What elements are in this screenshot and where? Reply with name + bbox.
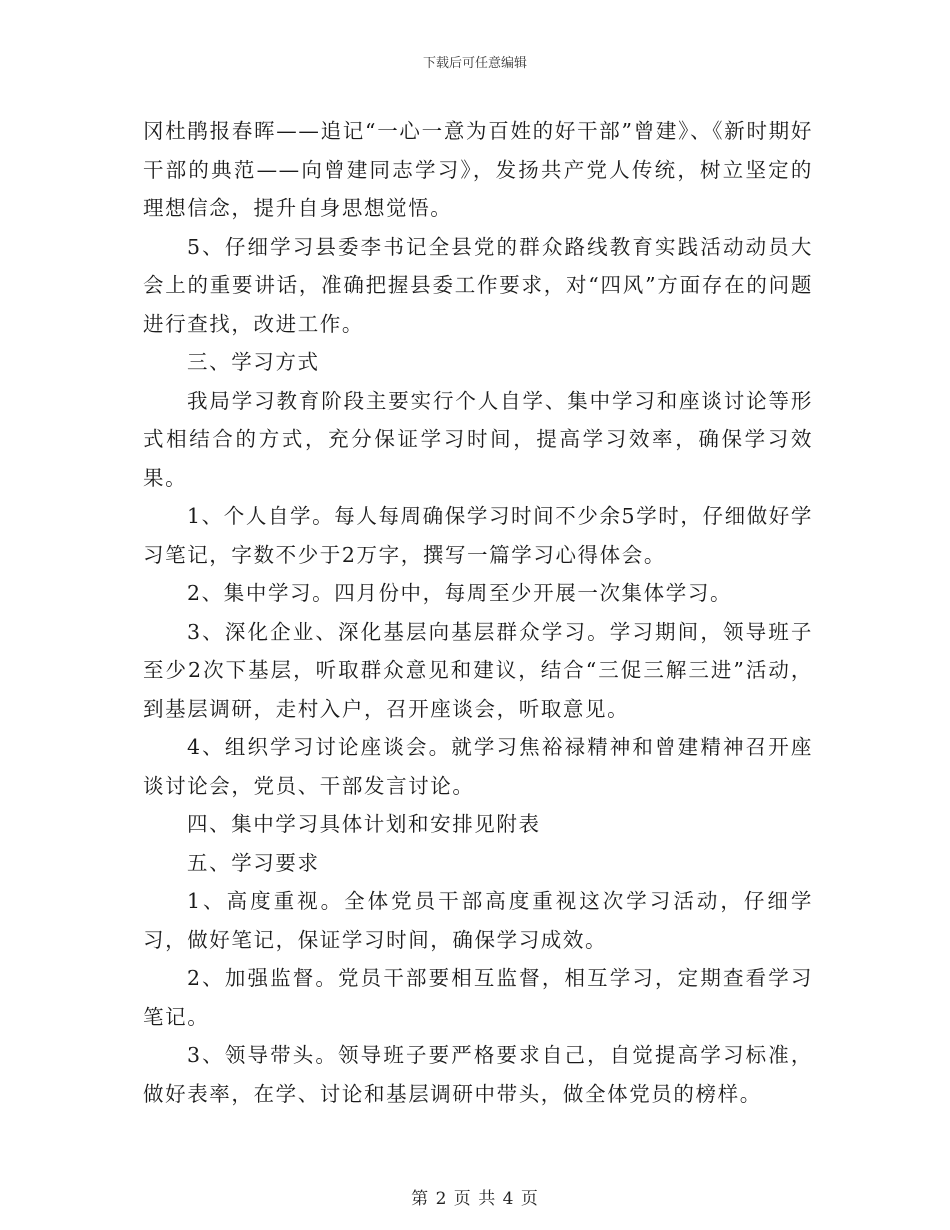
paragraph: 我局学习教育阶段主要实行个人自学、集中学习和座谈讨论等形式相结合的方式，充分保证学习时间，提高学习效率，确保学习效果。 bbox=[143, 388, 813, 490]
paragraph: 1、高度重视。全体党员干部高度重视这次学习活动，仔细学习，做好笔记，保证学习时间，确保学习成效。 bbox=[143, 889, 813, 952]
section-heading: 三、学习方式 bbox=[187, 350, 320, 374]
paragraph: 1、个人自学。每人每周确保学习时间不少余5学时，仔细做好学习笔记，字数不少于2万字，撰写一篇学习心得体会。 bbox=[143, 504, 813, 567]
paragraph: 3、领导带头。领导班子要严格要求自己，自觉提高学习标准，做好表率，在学、讨论和基层调研中带头，做全体党员的榜样。 bbox=[143, 1043, 813, 1106]
paragraph: 4、组织学习讨论座谈会。就学习焦裕禄精神和曾建精神召开座谈讨论会，党员、干部发言讨论。 bbox=[143, 735, 813, 798]
section-heading: 四、集中学习具体计划和安排见附表 bbox=[187, 812, 541, 836]
document-body bbox=[143, 112, 813, 1113]
paragraph: 2、加强监督。党员干部要相互监督，相互学习，定期查看学习笔记。 bbox=[143, 966, 813, 1029]
paragraph: 3、深化企业、深化基层向基层群众学习。学习期间，领导班子至少2次下基层，听取群众意见和建议，结合“三促三解三进”活动，到基层调研，走村入户，召开座谈会，听取意见。 bbox=[143, 619, 813, 721]
paragraph: 2、集中学习。四月份中，每周至少开展一次集体学习。 bbox=[187, 581, 733, 605]
page-number: 第 2 页 共 4 页 bbox=[411, 1189, 539, 1209]
page-header: 下载后可任意编辑 bbox=[422, 56, 527, 71]
paragraph: 5、仔细学习县委李书记全县党的群众路线教育实践活动动员大会上的重要讲话，准确把握县委工作要求，对“四风”方面存在的问题进行查找，改进工作。 bbox=[143, 234, 813, 336]
paragraph: 冈杜鹃报春晖——追记“一心一意为百姓的好干部”曾建》、《新时期好干部的典范——向曾建同志学习》，发扬共产党人传统，树立坚定的理想信念，提升自身思想觉悟。 bbox=[143, 119, 813, 220]
section-heading: 五、学习要求 bbox=[187, 850, 320, 875]
